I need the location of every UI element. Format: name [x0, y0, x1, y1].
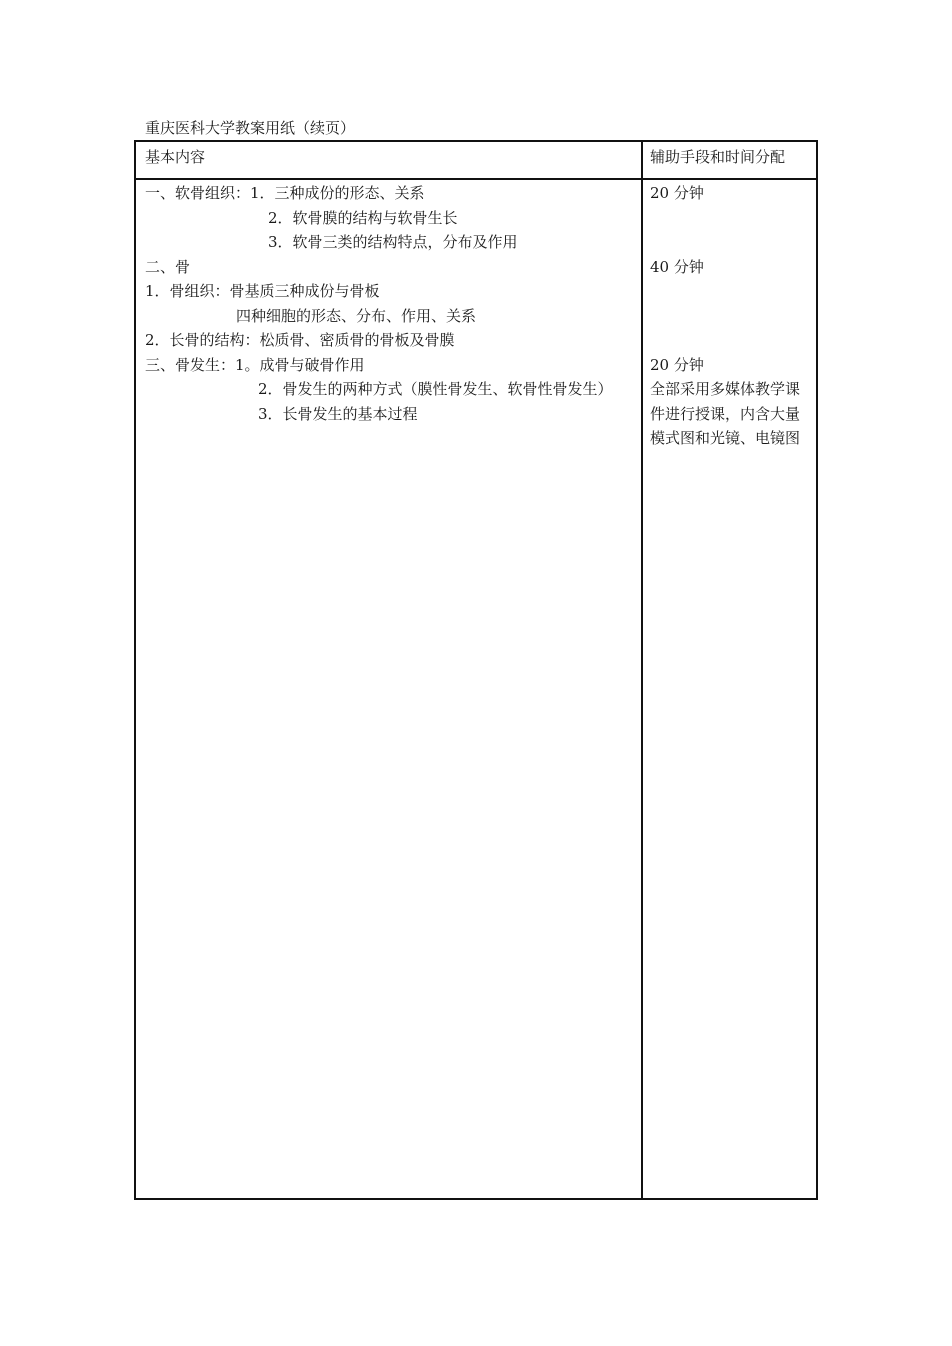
teaching-method-note: 全部采用多媒体教学课件进行授课，内含大量模式图和光镜、电镜图 [650, 380, 801, 447]
content-line: 一、软骨组织：1．三种成份的形态、关系 [145, 184, 425, 202]
lesson-plan-table [134, 140, 818, 1200]
aux-time-cell [650, 181, 814, 451]
content-line: 3．长骨发生的基本过程 [258, 404, 418, 423]
time-allocation: 20 分钟 [650, 355, 704, 374]
time-allocation: 40 分钟 [650, 257, 704, 276]
column-divider [641, 142, 643, 1198]
content-line: 1．骨组织：骨基质三种成份与骨板 [145, 282, 380, 300]
basic-content-cell [145, 181, 613, 426]
content-line: 2．软骨膜的结构与软骨生长 [268, 208, 458, 227]
time-allocation: 20 分钟 [650, 184, 704, 202]
content-line: 2．骨发生的两种方式（膜性骨发生、软骨性骨发生） [258, 380, 613, 398]
content-line: 2．长骨的结构：松质骨、密质骨的骨板及骨膜 [145, 331, 455, 349]
header-aux-time: 辅助手段和时间分配 [650, 148, 786, 166]
content-line: 四种细胞的形态、分布、作用、关系 [236, 306, 477, 325]
content-line: 3．软骨三类的结构特点，分布及作用 [268, 233, 518, 251]
header-basic-content: 基本内容 [145, 148, 206, 166]
content-line: 三、骨发生：1。成骨与破骨作用 [145, 355, 365, 374]
content-line: 二、骨 [145, 257, 191, 276]
page-title: 重庆医科大学教案用纸（续页） [145, 119, 356, 137]
header-divider [136, 178, 816, 180]
